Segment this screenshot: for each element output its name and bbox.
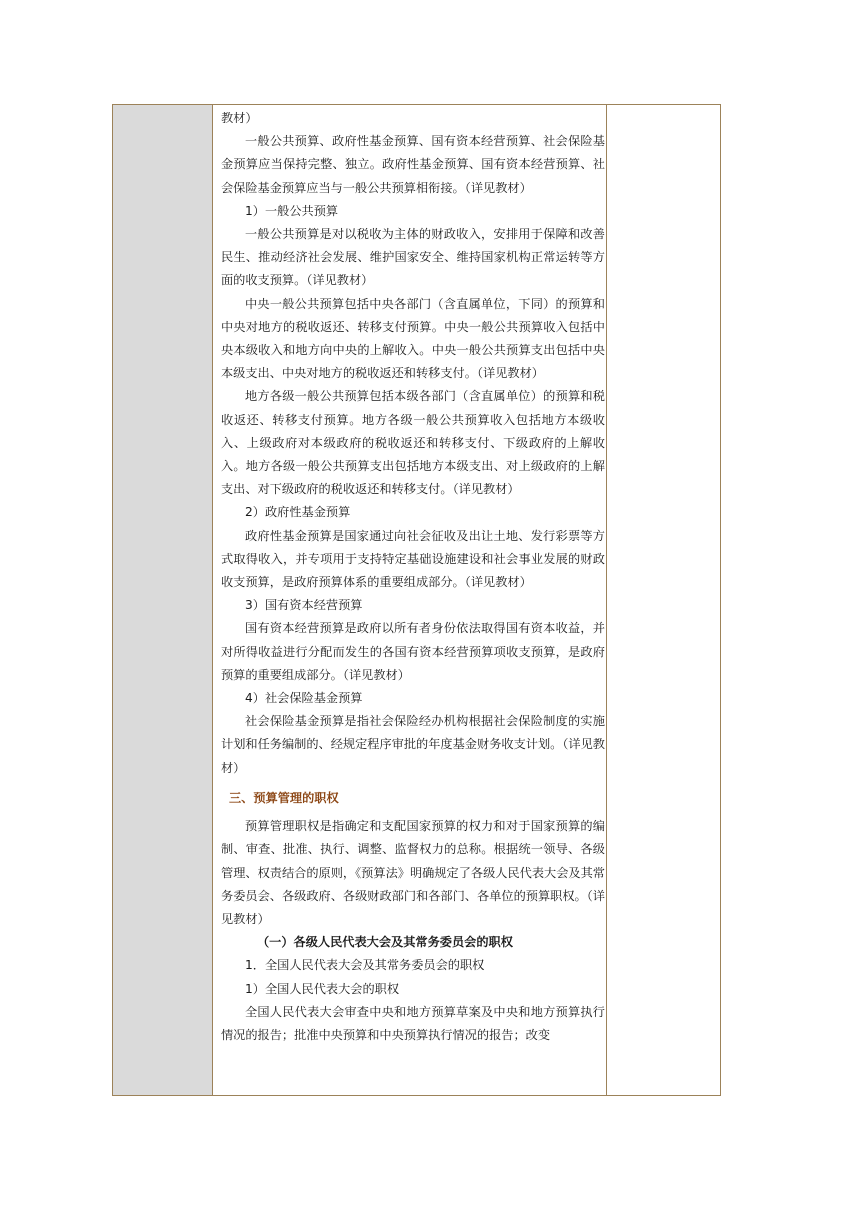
paragraph: 一般公共预算是对以税收为主体的财政收入，安排用于保障和改善民生、推动经济社会发展、维护国家安全、维持国家机构正常运转等方面的收支预算。（详见教材） — [221, 227, 605, 288]
list-item-heading: 1）全国人民代表大会的职权 — [245, 981, 400, 996]
content-cell — [221, 107, 605, 1047]
table-frame — [112, 104, 721, 1096]
paragraph: 全国人民代表大会审查中央和地方预算草案及中央和地方预算执行情况的报告；批准中央预算和中央预算执行情况的报告；改变 — [221, 1004, 605, 1042]
right-column-cell — [606, 105, 720, 1095]
paragraph: 国有资本经营预算是政府以所有者身份依法取得国有资本收益，并对所得收益进行分配而发生的各国有资本经营预算项收支预算，是政府预算的重要组成部分。（详见教材） — [221, 621, 605, 682]
paragraph: 预算管理职权是指确定和支配国家预算的权力和对于国家预算的编制、审查、批准、执行、调整、监督权力的总称。根据统一领导、各级管理、权责结合的原则，《预算法》明确规定了各级人民代表大会及其常务委员会、各级政府、各级财政部门和各部门、各单位的预算职权。（详见教材） — [221, 819, 605, 926]
paragraph: 一般公共预算、政府性基金预算、国有资本经营预算、社会保险基金预算应当保持完整、独立。政府性基金预算、国有资本经营预算、社会保险基金预算应当与一般公共预算相衔接。（详见教材） — [221, 134, 605, 195]
paragraph: 社会保险基金预算是指社会保险经办机构根据社会保险制度的实施计划和任务编制的、经规定程序审批的年度基金财务收支计划。（详见教材） — [221, 714, 605, 775]
paragraph: 地方各级一般公共预算包括本级各部门（含直属单位）的预算和税收返还、转移支付预算。地方各级一般公共预算收入包括地方本级收入、上级政府对本级政府的税收返还和转移支付、下级政府的上解收入。地方各级一般公共预算支出包括地方本级支出、对上级政府的上解支出、对下级政府的税收返还和转移支付。（详见教材） — [221, 389, 605, 497]
subsection-heading: （一）各级人民代表大会及其常务委员会的职权 — [257, 935, 513, 950]
list-item-heading: 2）政府性基金预算 — [245, 505, 351, 520]
paragraph: 教材） — [221, 111, 258, 125]
section-heading: 三、预算管理的职权 — [229, 790, 339, 805]
paragraph: 政府性基金预算是国家通过向社会征收及出让土地、发行彩票等方式取得收入，并专项用于支持特定基础设施建设和社会事业发展的财政收支预算，是政府预算体系的重要组成部分。（详见教材） — [221, 528, 605, 590]
paragraph: 中央一般公共预算包括中央各部门（含直属单位，下同）的预算和中央对地方的税收返还、转移支付预算。中央一般公共预算收入包括中央本级收入和地方向中央的上解收入。中央一般公共预算支出包括中央本级支出、中央对地方的税收返还和转移支付。（详见教材） — [221, 296, 605, 381]
list-item-heading: 4）社会保险基金预算 — [245, 691, 363, 706]
list-item-heading: 3）国有资本经营预算 — [245, 598, 363, 613]
left-column-cell — [113, 105, 213, 1095]
list-item-heading: 1）一般公共预算 — [245, 203, 339, 218]
list-item-heading: 1．全国人民代表大会及其常务委员会的职权 — [245, 958, 485, 973]
